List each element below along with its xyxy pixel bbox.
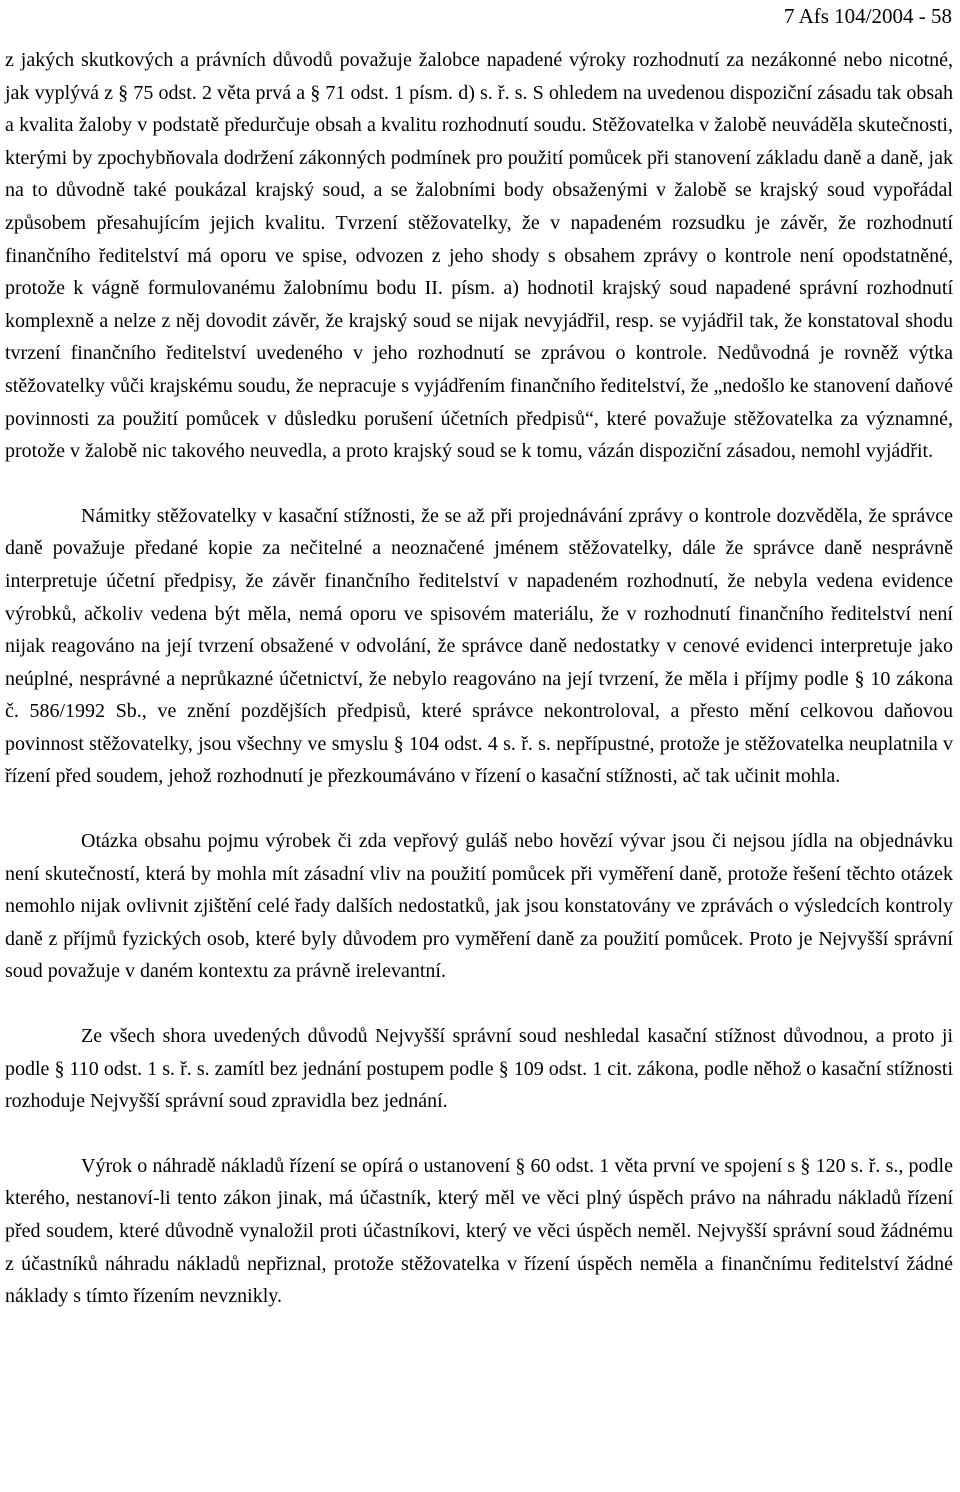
page-header-reference: 7 Afs 104/2004 - 58 (784, 4, 952, 28)
paragraph-costs: Výrok o náhradě nákladů řízení se opírá o ustanovení § 60 odst. 1 věta první ve spojení s § 120 s. ř. s., podle kterého, nestanoví-li tento zákon jinak, má účastník, který měl ve věci plný úspěch právo na náhradu nákladů řízení před soudem, které důvodně vynaložil proti účastníkovi, který ve věci úspěch neměl. Nejvyšší správní soud žádnému z účastníků náhradu nákladů nepřiznal, protože stěžovatelka v řízení úspěch neměla a finančnímu ředitelství žádné náklady s tímto řízením nevznikly. (5, 1154, 953, 1308)
paragraph-continuation: z jakých skutkových a právních důvodů považuje žalobce napadené výroky rozhodnutí za nezákonné nebo nicotné, jak vyplývá z § 75 odst. 2 věta prvá a § 71 odst. 1 písm. d) s. ř. s. S ohledem na uvedenou dispoziční zásadu tak obsah a kvalita žaloby v podstatě předurčuje obsah a kvalitu rozhodnutí soudu. Stěžovatelka v žalobě neuváděla skutečnosti, kterými by zpochybňovala dodržení zákonných podmínek pro použití pomůcek při stanovení základu daně a daně, jak na to důvodně také poukázal krajský soud, a se žalobními body obsaženými v žalobě se krajský soud vypořádal způsobem přesahujícím jejich kvalitu. Tvrzení stěžovatelky, že v napadeném rozsudku je závěr, že rozhodnutí finančního ředitelství má oporu ve spise, odvozen z jeho shody s obsahem zprávy o kontrole není opodstatněné, protože k vágně formulovanému žalobnímu bodu II. písm. a) hodnotil krajský soud napadené správní rozhodnutí komplexně a nelze z něj dovodit závěr, že krajský soud se nijak nevyjádřil, resp. se vyjádřil tak, že konstatoval shodu tvrzení finančního ředitelství uvedeného v jeho rozhodnutí se zprávou o kontrole. Nedůvodná je rovněž výtka stěžovatelky vůči krajskému soudu, že nepracuje s vyjádřením finančního ředitelství, že „nedošlo ke stanovení daňové povinnosti za použití pomůcek v důsledku porušení účetních předpisů“, které považuje stěžovatelka za významné, protože v žalobě nic takového neuvedla, a proto krajský soud se k tomu, vázán dispoziční zásadou, nemohl vyjádřit. (5, 49, 953, 463)
document-body (5, 44, 953, 1313)
paragraph-product-question: Otázka obsahu pojmu výrobek či zda vepřový guláš nebo hovězí vývar jsou či nejsou jídla na objednávku není skutečností, která by mohla mít zásadní vliv na použití pomůcek při vyměření daně, protože řešení těchto otázek nemohlo nijak ovlivnit zjištění celé řady dalších nedostatků, jak jsou konstatovány ve zprávách o výsledcích kontroly daně z příjmů fyzických osob, které byly důvodem pro vyměření daně za použití pomůcek. Proto je Nejvyšší správní soud považuje v daném kontextu za právně irelevantní. (5, 830, 953, 983)
paragraph-verdict: Ze všech shora uvedených důvodů Nejvyšší správní soud neshledal kasační stížnost důvodnou, a proto ji podle § 110 odst. 1 s. ř. s. zamítl bez jednání postupem podle § 109 odst. 1 cit. zákona, podle něhož o kasační stížnosti rozhoduje Nejvyšší správní soud zpravidla bez jednání. (5, 1025, 953, 1113)
paragraph-objections: Námitky stěžovatelky v kasační stížnosti, že se až při projednávání zprávy o kontrole dozvěděla, že správce daně považuje předané kopie za nečitelné a neoznačené jménem stěžovatelky, dále že správce daně nesprávně interpretuje účetní předpisy, že závěr finančního ředitelství v napadeném rozhodnutí, že nebyla vedena evidence výrobků, ačkoliv vedena být měla, nemá oporu ve spisovém materiálu, že v rozhodnutí finančního ředitelství není nijak reagováno na její tvrzení obsažené v odvolání, že správce daně nedostatky v cenové evidenci interpretuje jako neúplné, nesprávné a neprůkazné účetnictví, že nebylo reagováno na její tvrzení, že měla i příjmy podle § 10 zákona č. 586/1992 Sb., ve znění pozdějších předpisů, které správce nekontroloval, a přesto mění celkovou daňovou povinnost stěžovatelky, jsou všechny ve smyslu § 104 odst. 4 s. ř. s. nepřípustné, protože je stěžovatelka neuplatnila v řízení před soudem, jehož rozhodnutí je přezkoumáváno v řízení o kasační stížnosti, ač tak učinit mohla. (5, 504, 953, 788)
